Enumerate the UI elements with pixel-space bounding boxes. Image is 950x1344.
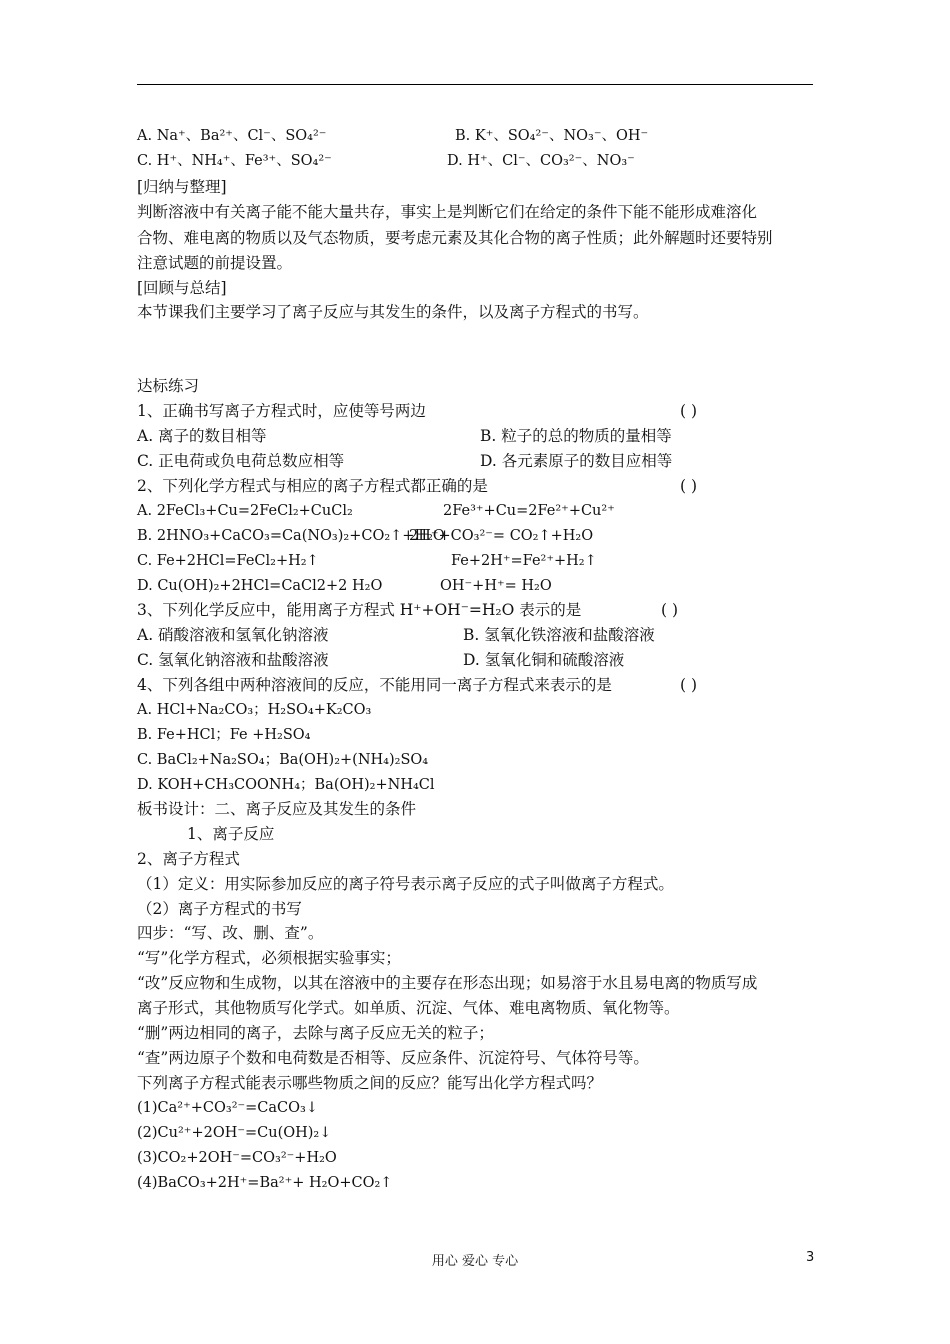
option-d: D. H⁺、Cl⁻、CO₃²⁻、NO₃⁻ [447, 153, 635, 169]
equation-3: (3)CO₂+2OH⁻=CO₃²⁻+H₂O [137, 1150, 337, 1166]
q3-option-a: A. 硝酸溶液和氢氧化钠溶液 [137, 626, 329, 644]
q1-option-b: B. 粒子的总的物质的量相等 [480, 427, 672, 445]
summary-line: 判断溶液中有关离子能不能大量共存，事实上是判断它们在给定的条件下能不能形成难溶化 [137, 203, 758, 221]
step-delete: “删”两边相同的离子，去除与离子反应无关的粒子； [137, 1024, 494, 1042]
equation-1: (1)Ca²⁺+CO₃²⁻=CaCO₃↓ [137, 1100, 318, 1116]
q2-option-a-equation: A. 2FeCl₃+Cu=2FeCl₂+CuCl₂ [137, 503, 353, 519]
q3-option-b: B. 氢氧化铁溶液和盐酸溶液 [463, 626, 655, 644]
q1-option-a: A. 离子的数目相等 [137, 427, 267, 445]
q3-option-c: C. 氢氧化钠溶液和盐酸溶液 [137, 651, 329, 669]
summary-line: 合物、难电离的物质以及气态物质，要考虑元素及其化合物的离子性质；此外解题时还要特别 [137, 229, 773, 247]
q4-option-b: B. Fe+HCl；Fe +H₂SO₄ [137, 727, 311, 743]
board-definition: （1）定义：用实际参加反应的离子符号表示离子反应的式子叫做离子方程式。 [137, 875, 674, 893]
q1-option-c: C. 正电荷或负电荷总数应相等 [137, 452, 345, 470]
board-title: 板书设计：二、离子反应及其发生的条件 [137, 800, 417, 818]
board-question: 下列离子方程式能表示哪些物质之间的反应？能写出化学方程式吗？ [137, 1074, 603, 1092]
q3-answer-blank: ( ) [661, 601, 679, 619]
q4-stem: 4、下列各组中两种溶液间的反应，不能用同一离子方程式来表示的是 [137, 676, 612, 694]
summary-heading: [归纳与整理] [137, 178, 227, 196]
q4-option-a: A. HCl+Na₂CO₃；H₂SO₄+K₂CO₃ [137, 702, 372, 718]
exercises-title: 达标练习 [137, 377, 200, 395]
board-writing-heading: （2）离子方程式的书写 [137, 900, 302, 918]
step-change: “改”反应物和生成物，以其在溶液中的主要存在形态出现；如易溶于水且易电离的物质写成 [137, 974, 758, 992]
review-heading: [回顾与总结] [137, 279, 227, 297]
q1-answer-blank: ( ) [680, 402, 698, 420]
q2-option-b-equation: B. 2HNO₃+CaCO₃=Ca(NO₃)₂+CO₂↑+H₂O [137, 528, 445, 544]
q2-option-d-equation: D. Cu(OH)₂+2HCl=CaCl2+2 H₂O [137, 578, 383, 594]
option-a: A. Na⁺、Ba²⁺、Cl⁻、SO₄²⁻ [137, 128, 327, 144]
q2-option-c-ionic: Fe+2H⁺=Fe²⁺+H₂↑ [451, 553, 597, 569]
q2-option-b-ionic: 2H⁺+CO₃²⁻= CO₂↑+H₂O [409, 528, 594, 544]
step-write: “写”化学方程式，必须根据实验事实； [137, 949, 401, 967]
equation-4: (4)BaCO₃+2H⁺=Ba²⁺+ H₂O+CO₂↑ [137, 1175, 393, 1191]
q2-option-c-equation: C. Fe+2HCl=FeCl₂+H₂↑ [137, 553, 319, 569]
q4-option-c: C. BaCl₂+Na₂SO₄；Ba(OH)₂+(NH₄)₂SO₄ [137, 752, 429, 768]
q2-stem: 2、下列化学方程式与相应的离子方程式都正确的是 [137, 477, 488, 495]
header-rule [137, 84, 813, 85]
q3-option-d: D. 氢氧化铜和硫酸溶液 [463, 651, 625, 669]
page-number: 3 [806, 1250, 815, 1265]
equation-2: (2)Cu²⁺+2OH⁻=Cu(OH)₂↓ [137, 1125, 332, 1141]
q1-option-d: D. 各元素原子的数目应相等 [480, 452, 673, 470]
q2-option-d-ionic: OH⁻+H⁺= H₂O [440, 578, 552, 594]
footer-motto: 用心 爱心 专心 [431, 1254, 519, 1269]
q3-stem: 3、下列化学反应中，能用离子方程式 H⁺+OH⁻=H₂O 表示的是 [137, 601, 582, 619]
step-change-cont: 离子形式，其他物质写化学式。如单质、沉淀、气体、难电离物质、氧化物等。 [137, 999, 680, 1017]
board-section-1: 1、离子反应 [187, 825, 275, 843]
q2-option-a-ionic: 2Fe³⁺+Cu=2Fe²⁺+Cu²⁺ [443, 503, 615, 519]
option-c: C. H⁺、NH₄⁺、Fe³⁺、SO₄²⁻ [137, 153, 332, 169]
step-check: “查”两边原子个数和电荷数是否相等、反应条件、沉淀符号、气体符号等。 [137, 1049, 649, 1067]
q4-answer-blank: ( ) [680, 676, 698, 694]
option-b: B. K⁺、SO₄²⁻、NO₃⁻、OH⁻ [455, 128, 649, 144]
q2-answer-blank: ( ) [680, 477, 698, 495]
review-line: 本节课我们主要学习了离子反应与其发生的条件，以及离子方程式的书写。 [137, 303, 649, 321]
summary-line: 注意试题的前提设置。 [137, 254, 293, 272]
board-section-2: 2、离子方程式 [137, 850, 240, 868]
board-steps: 四步：“写、改、删、查”。 [137, 924, 324, 942]
q4-option-d: D. KOH+CH₃COONH₄；Ba(OH)₂+NH₄Cl [137, 777, 435, 793]
q1-stem: 1、正确书写离子方程式时，应使等号两边 [137, 402, 426, 420]
